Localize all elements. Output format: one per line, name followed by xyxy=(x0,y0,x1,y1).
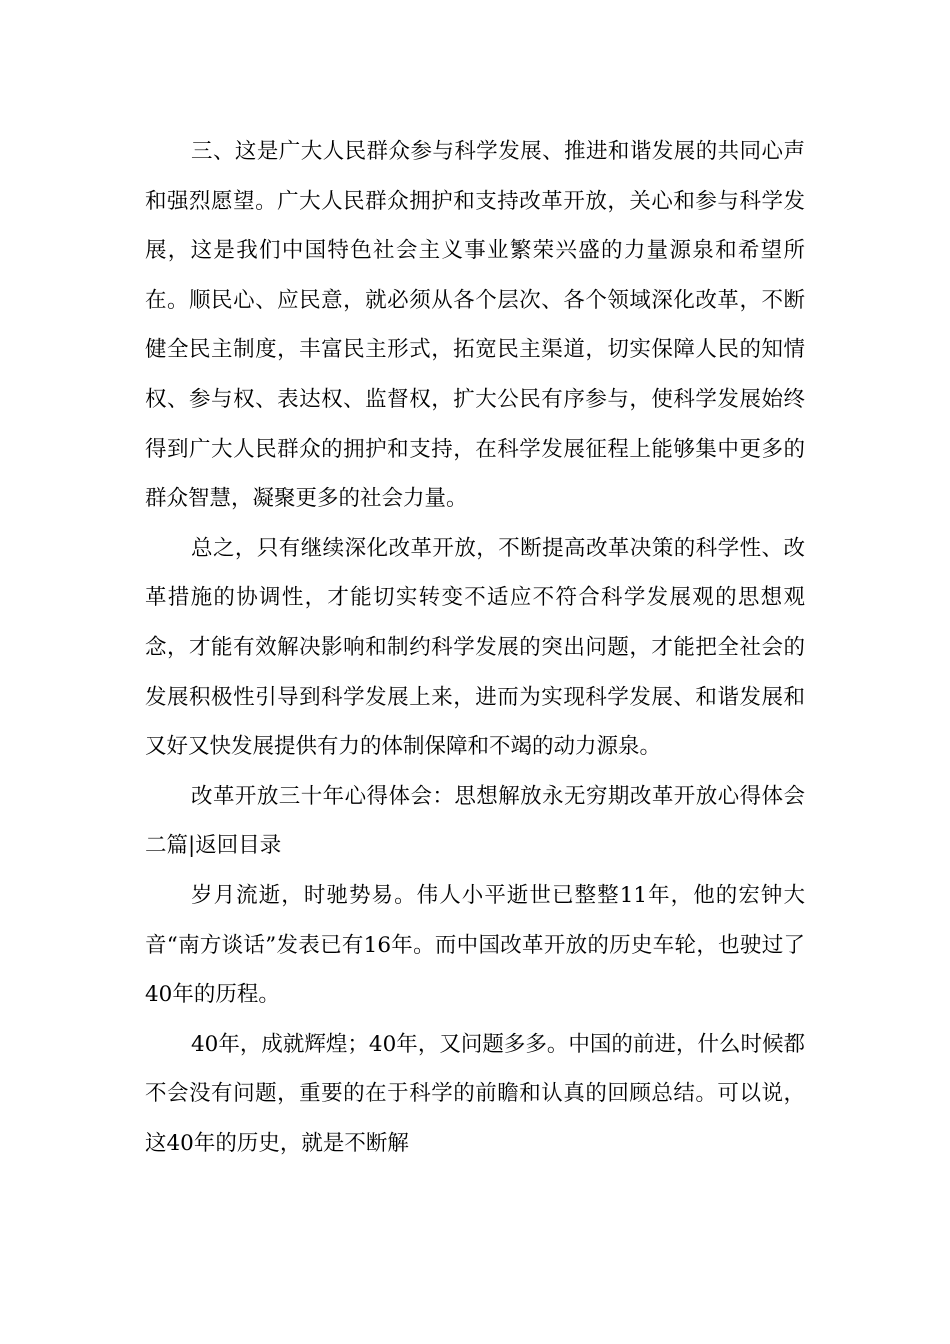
paragraph-third-point: 三、这是广大人民群众参与科学发展、推进和谐发展的共同心声和强烈愿望。广大人民群众拥护和支持改革开放，关心和参与科学发展，这是我们中国特色社会主义事业繁荣兴盛的力量源泉和希望所在。顺民心、应民意，就必须从各个层次、各个领域深化改革，不断健全民主制度，丰富民主形式，拓宽民主渠道，切实保障人民的知情权、参与权、表达权、监督权，扩大公民有序参与，使科学发展始终得到广大人民群众的拥护和支持，在科学发展征程上能够集中更多的群众智慧，凝聚更多的社会力量。 xyxy=(145,139,805,512)
paragraph-years-pass: 岁月流逝，时驰势易。伟人小平逝世已整整11年，他的宏钟大音“南方谈话”发表已有16年。而中国改革开放的历史车轮，也驶过了40年的历程。 xyxy=(145,882,805,1008)
document-body xyxy=(145,127,805,1168)
section-heading: 改革开放三十年心得体会：思想解放永无穷期改革开放心得体会二篇|返回目录 xyxy=(145,783,805,859)
paragraph-forty-years: 40年，成就辉煌；40年，又问题多多。中国的前进，什么时候都不会没有问题，重要的在于科学的前瞻和认真的回顾总结。可以说，这40年的历史，就是不断解 xyxy=(145,1031,805,1156)
paragraph-conclusion: 总之，只有继续深化改革开放，不断提高改革决策的科学性、改革措施的协调性，才能切实转变不适应不符合科学发展观的思想观念，才能有效解决影响和制约科学发展的突出问题，才能把全社会的发展积极性引导到科学发展上来，进而为实现科学发展、和谐发展和又好又快发展提供有力的体制保障和不竭的动力源泉。 xyxy=(145,535,805,760)
